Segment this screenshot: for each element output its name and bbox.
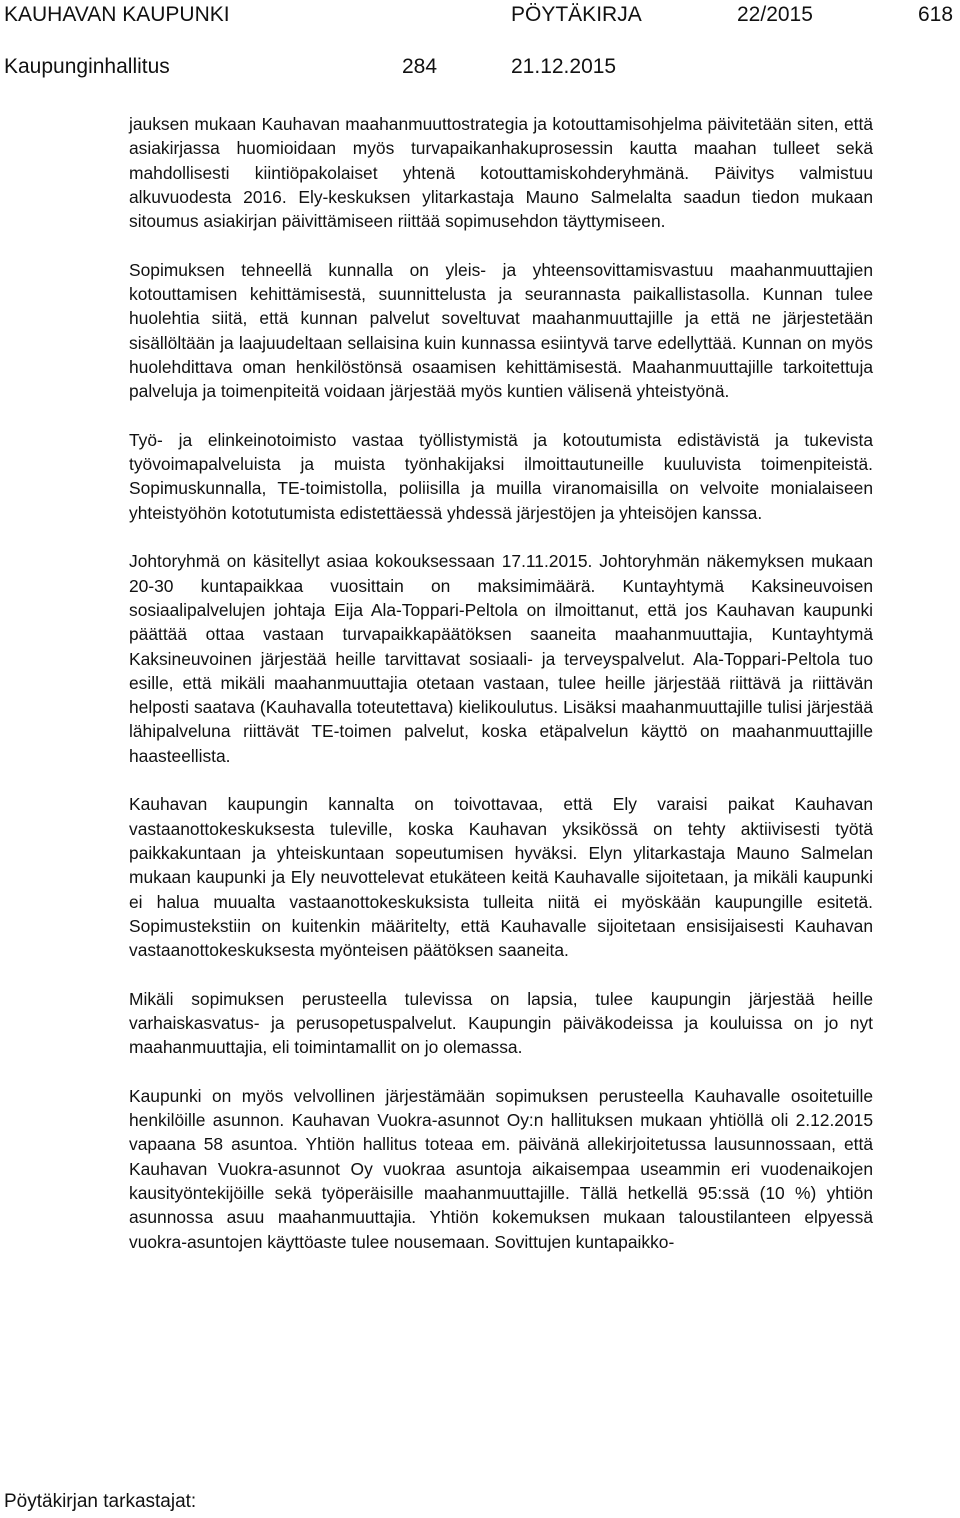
- paragraph-5: Kauhavan kaupungin kannalta on toivottavaa, että Ely varaisi paikat Kauhavan vastaanottokeskuksesta tuleville, koska Kauhavan yksikössä on tehty aktiivisesti työtä paikkakuntaan ja yhteiskuntaan sopeutumisen hyväksi. Elyn ylitarkastaja Mauno Salmelan mukaan kaupunki ja Ely neuvottelevat etukäteen keitä Kauhavalle sijoitetaan, ja mikäli kaupunki ei halua muualta vastaanottokeskuksista tulleita niitä ei myöskään kaupungille esitetä. Sopimustekstiin on kuitenkin määritelty, että Kauhavalle sijoitetaan ensisijaisesti Kauhavan vastaanottokeskuksesta myönteisen päätöksen saaneita.: [129, 794, 873, 961]
- doc-type: PÖYTÄKIRJA: [511, 3, 642, 26]
- section-number: 284: [402, 55, 438, 78]
- paragraph-2: Sopimuksen tehneellä kunnalla on yleis- ja yhteensovittamisvastuu maahanmuuttajien kotouttamisen kehittämisestä, suunnittelusta ja seurannasta paikallistasolla. Kunnan tulee huolehtia siitä, että kunnan palvelut soveltuvat maahanmuuttajille ja että ne järjestetään sisällöltään ja laajuudeltaan sellaisina kuin kunnassa esiintyvä tarve edellyttää. Kunnan on myös huolehdittava oman henkilöstönsä osaamisen kehittämisestä. Maahanmuuttajille tarkoitettuja palveluja ja toimenpiteitä voidaan järjestää myös kuntien välisenä yhteistyönä.: [129, 259, 873, 402]
- paragraph-3: Työ- ja elinkeinotoimisto vastaa työllistymistä ja kotoutumista edistävistä ja tukevista työvoimapalveluista ja muista työnhakijaksi ilmoittautuneille kuuluvista toimenpiteistä. Sopimuskunnalla, TE-toimistolla, poliisilla ja muilla viranomaisilla on velvoite monialaiseen yhteistyöhön kototutumista edistettäessä yhdessä järjestöjen ja yhteisöjen kanssa.: [129, 429, 873, 523]
- body-name: Kaupunginhallitus: [4, 55, 170, 78]
- doc-number: 22/2015: [737, 3, 813, 26]
- paragraph-7: Kaupunki on myös velvollinen järjestämään sopimuksen perusteella Kauhavalle osoitetuille henkilöille asunnon. Kauhavan Vuokra-asunnot Oy:n hallituksen mukaan yhtiöllä oli 2.12.2015 vapaana 58 asuntoa. Yhtiön hallitus toteaa em. päivänä allekirjoitetussa lausunnossaan, että Kauhavan Vuokra-asunnot Oy vuokraa asuntoja aikaisempaa useammin eri vuodenaikojen kausityöntekijöille sekä työperäisille maahanmuuttajille. Tällä hetkellä 95:ssä (10 %) yhtiön asunnossa asuu maahanmuuttajia. Yhtiön kokemuksen mukaan taloustilanteen elpyessä vuokra-asuntojen käyttöaste tulee nousemaan. Sovittujen kuntapaikko-: [129, 1085, 873, 1252]
- footer-reviewers-label: Pöytäkirjan tarkastajat:: [4, 1491, 197, 1512]
- document-body: [129, 112, 873, 1278]
- page-number: 618: [918, 3, 954, 26]
- meeting-date: 21.12.2015: [511, 55, 617, 78]
- paragraph-4: Johtoryhmä on käsitellyt asiaa kokouksessaan 17.11.2015. Johtoryhmän näkemyksen mukaan 20-30 kuntapaikkaa vuosittain on maksimimäärä. Kuntayhtymä Kaksineuvoisen sosiaalipalvelujen johtaja Eija Ala-Toppari-Peltola on ilmoittanut, että jos Kauhavan kaupunki päättää ottaa vastaan turvapaikkapäätöksen saaneita maahanmuuttajia, Kuntayhtymä Kaksineuvoinen järjestää heille tarvittavat sosiaali- ja terveyspalvelut. Ala-Toppari-Peltola tuo esille, että mikäli maahanmuuttajia otetaan vastaan, tulee heille järjestää riittävä ja riittävän helposti saatava (Kauhavalla toteutettava) kielikoulutus. Lisäksi maahanmuuttajille tulisi järjestää lähipalveluna riittävät TE-toimen palvelut, koska etäpalvelun käyttö on maahanmuuttajille haasteellista.: [129, 551, 873, 766]
- paragraph-6: Mikäli sopimuksen perusteella tulevissa on lapsia, tulee kaupungin järjestää heille varhaiskasvatus- ja perusopetuspalvelut. Kaupungin päiväkodeissa ja kouluissa on jo nyt maahanmuuttajia, eli toimintamallit on jo olemassa.: [129, 988, 873, 1058]
- paragraph-1: jauksen mukaan Kauhavan maahanmuuttostrategia ja kotouttamisohjelma päivitetään siten, että asiakirjassa huomioidaan myös turvapaikanhakuprosessin kautta maahan tulleet sekä mahdollisesti kiintiöpakolaiset yhtenä kotouttamiskohderyhmänä. Päivitys valmistuu alkuvuodesta 2016. Ely-keskuksen ylitarkastaja Mauno Salmelalta saadun tiedon mukaan sitoumus asiakirjan päivittämiseen riittää sopimusehdon täyttymiseen.: [129, 114, 873, 232]
- org-name: KAUHAVAN KAUPUNKI: [4, 3, 230, 26]
